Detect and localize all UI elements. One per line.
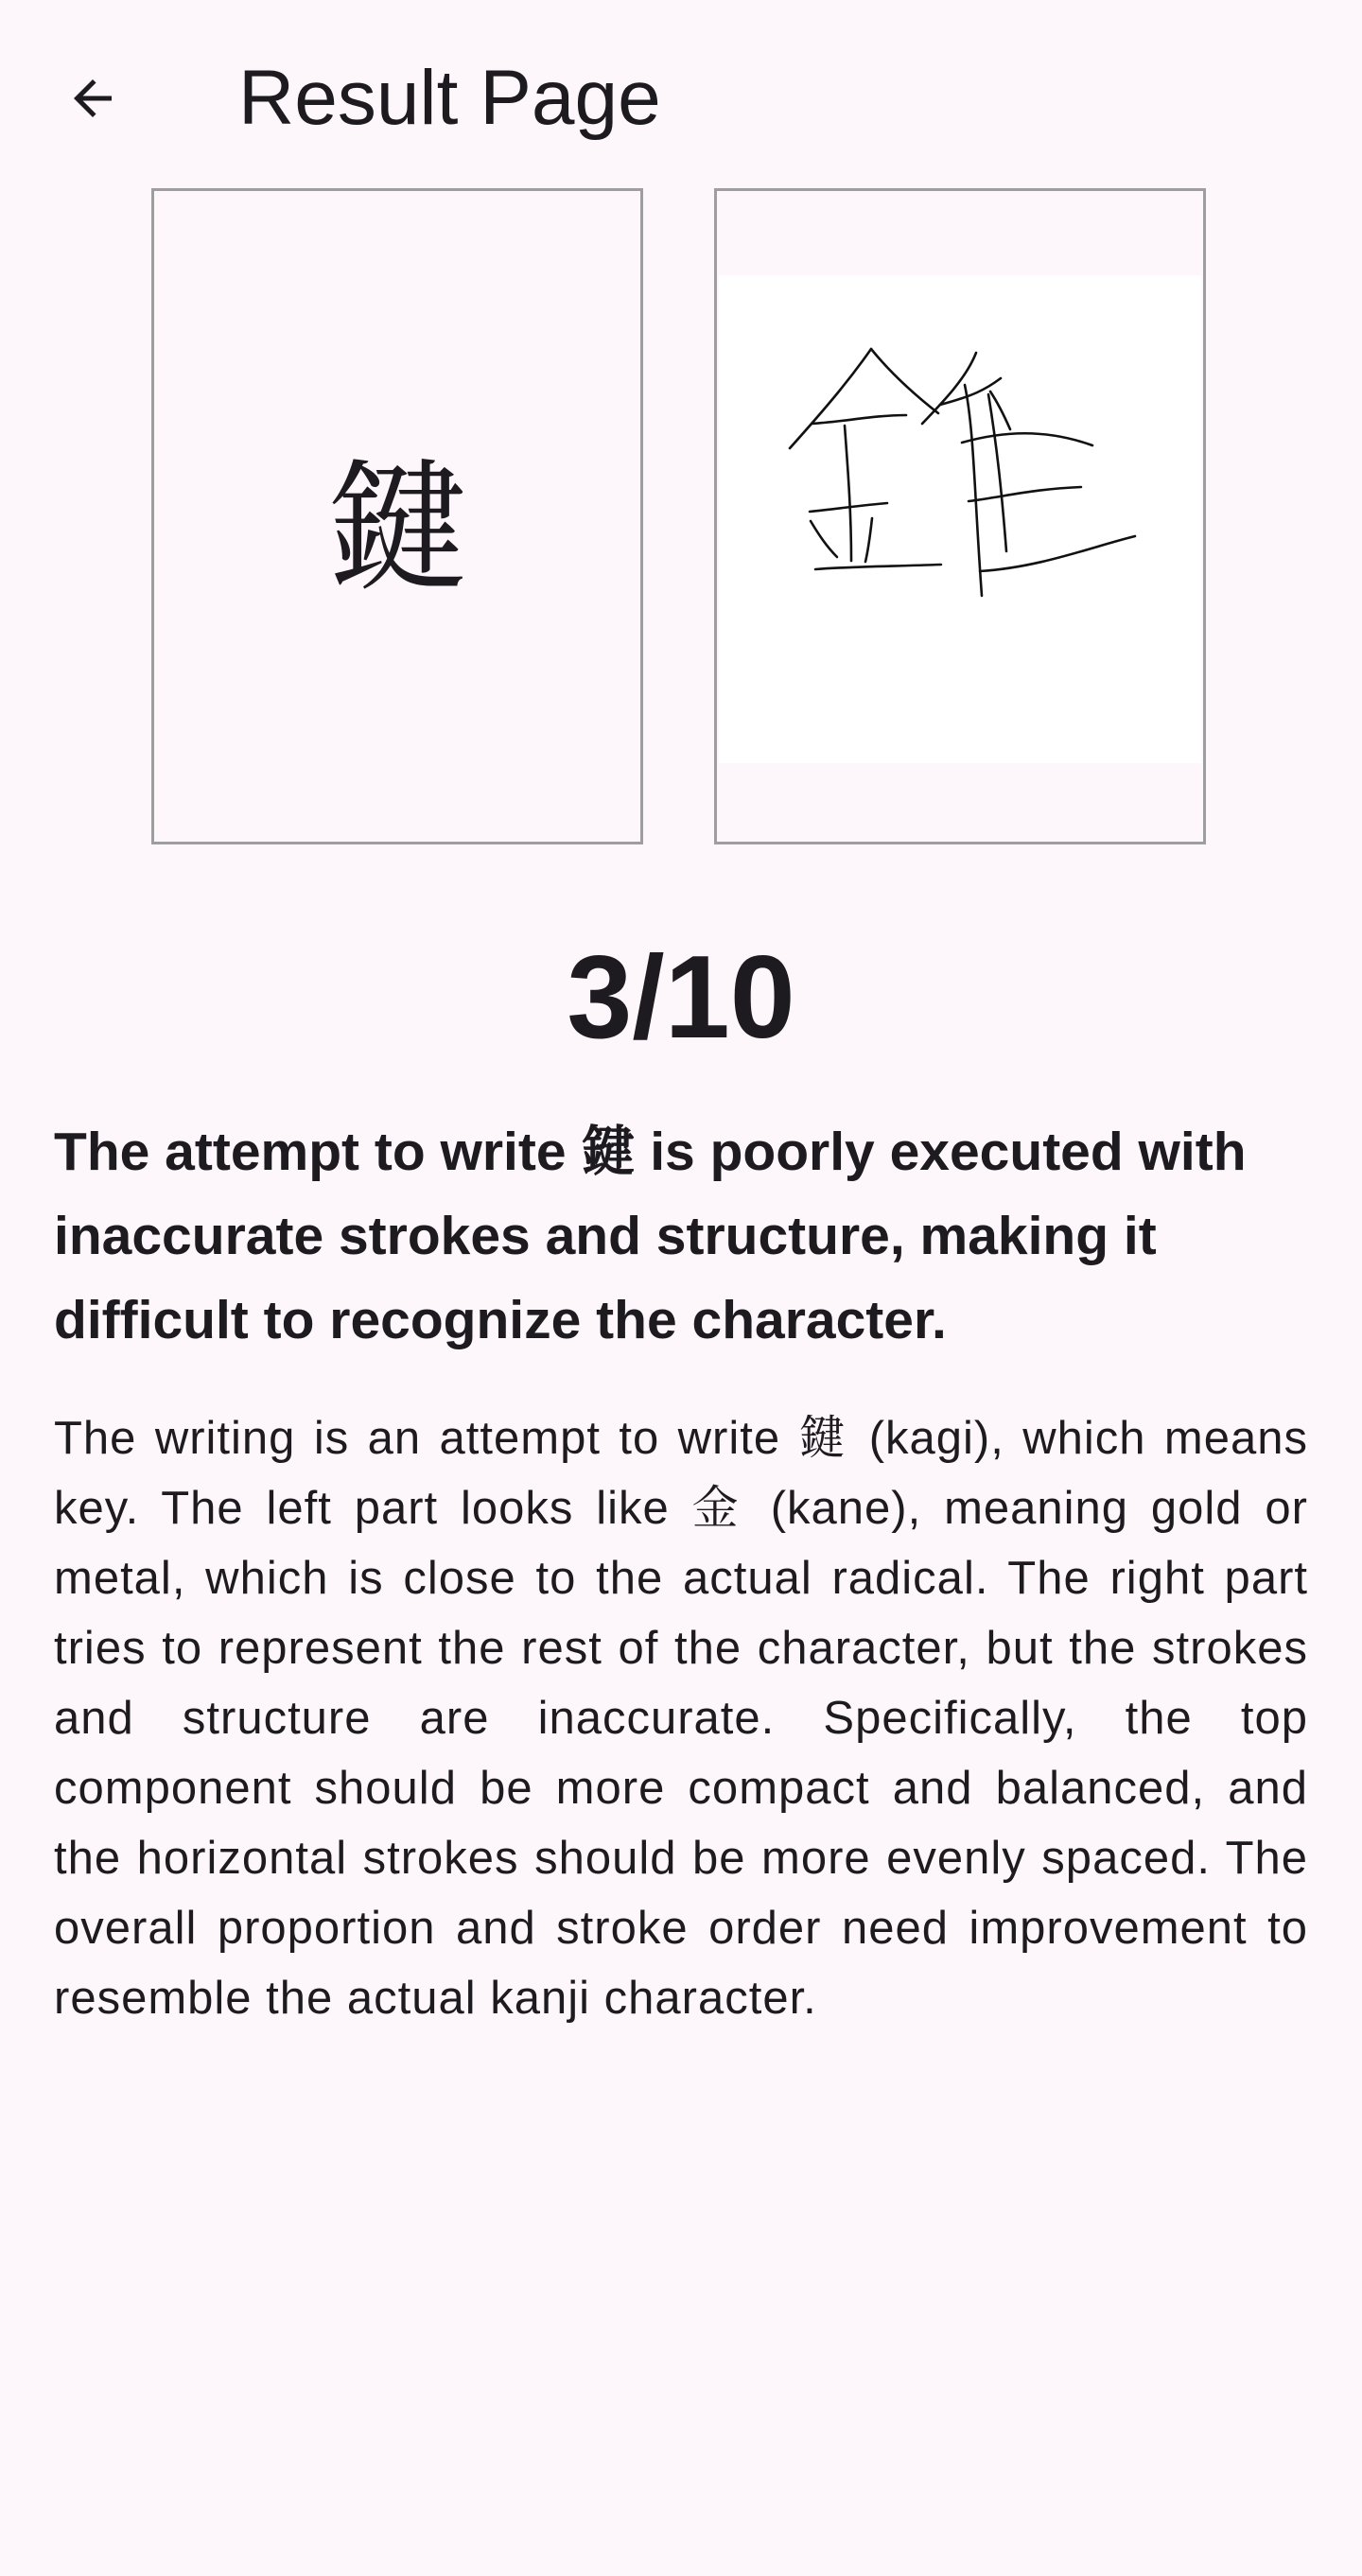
back-button[interactable] (40, 45, 146, 151)
handwritten-kanji-drawing (719, 275, 1201, 763)
reference-character: 鍵 (325, 447, 468, 612)
page-title: Result Page (238, 55, 661, 141)
feedback-summary: The attempt to write 鍵 is poorly executed with inaccurate strokes and structure, making it difficult to recognize the character. (54, 1122, 1247, 1350)
arrow-back-icon (64, 70, 121, 127)
score: 3/10 (567, 932, 795, 1063)
reference-character-card (151, 188, 643, 844)
feedback-detail: The writing is an attempt to write 鍵 (kagi), which means key. The left part looks like 金 (kane), meaning gold or metal, which is close to the actual radical. The right part tries to represent the rest of the character, but the strokes and structure are inaccurate. Specifically, the top component should be more compact and balanced, and the horizontal strokes should be more evenly spaced. The overall proportion and stroke order need improvement to resemble the actual kanji character. (54, 1413, 1308, 2024)
app-bar (0, 0, 1362, 185)
handwriting-image (719, 275, 1201, 763)
attempt-drawing-card (714, 188, 1206, 844)
